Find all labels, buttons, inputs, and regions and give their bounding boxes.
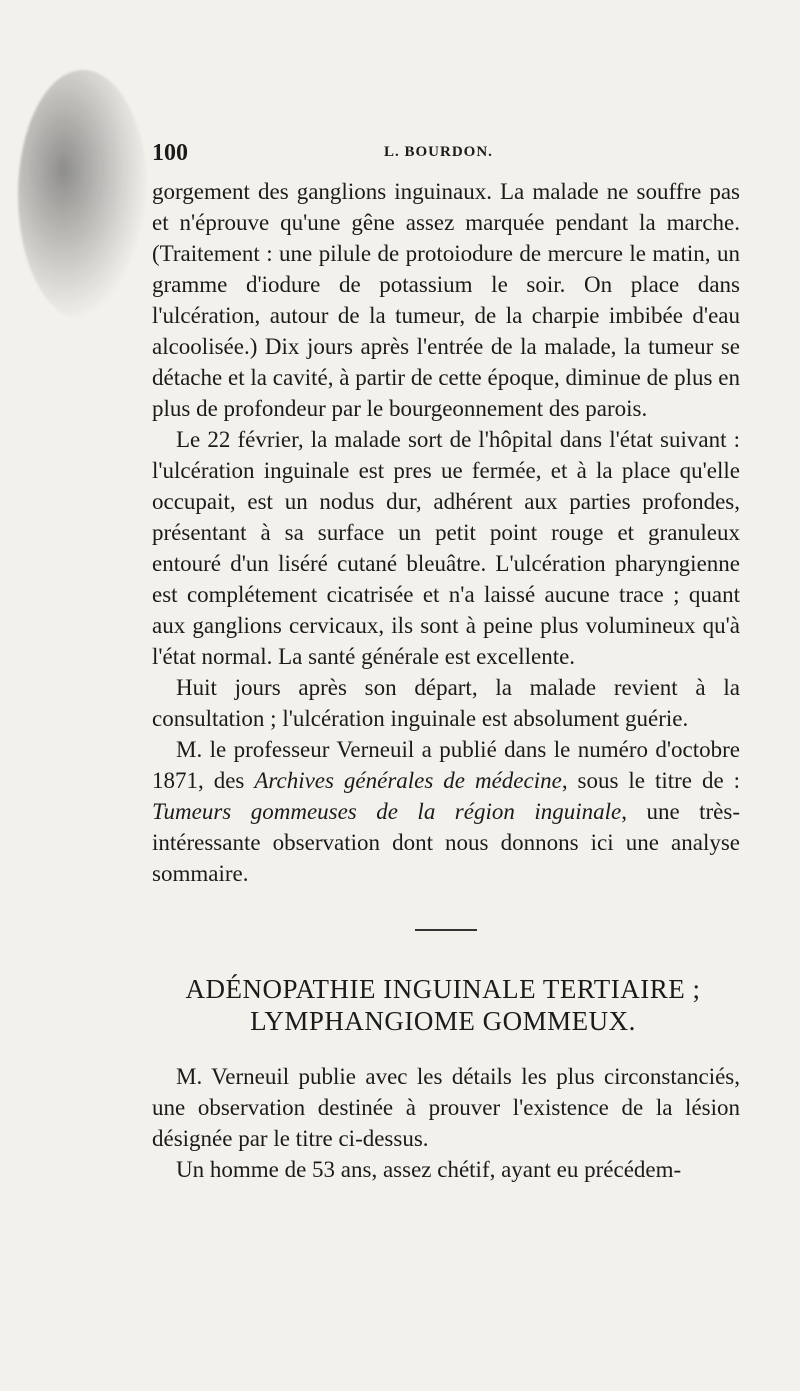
paragraph-discharge: Le 22 février, la malade sort de l'hôpital dans l'état suivant : l'ulcération inguinale est pres ue fermée, et à la place qu'elle occupait, est un nodus dur, adhérent aux parties profondes, présentant à sa surface un petit point rouge et granuleux entouré d'un liséré cutané bleuâtre. L'ulcération pharyngienne est complétement cicatrisée et n'a laissé aucune trace ; quant aux ganglions cervicaux, ils sont à peine plus volumineux qu'à l'état normal. La santé générale est excellente.: [152, 427, 740, 669]
paragraph-case-start: Un homme de 53 ans, assez chétif, ayant eu précédem-: [176, 1157, 682, 1182]
paragraph-continuation: gorgement des ganglions inguinaux. La malade ne souffre pas et n'éprouve qu'une gêne assez marquée pendant la marche. (Traitement : une pilule de protoiodure de mercure le matin, un gramme d'iodure de potassium le soir. On place dans l'ulcération, autour de la tumeur, de la charpie imbibée d'eau alcoolisée.) Dix jours après l'entrée de la malade, la tumeur se détache et la cavité, à partir de cette époque, diminue de plus en plus de profondeur par le bourgeonnement des parois.: [152, 179, 740, 421]
paragraph-followup: Huit jours après son départ, la malade revient à la consultation ; l'ulcération inguinale est absolument guérie.: [152, 675, 740, 731]
citation-text-c: , une très-intéressante observation dont nous donnons ici une analyse sommaire.: [152, 799, 741, 886]
section-divider: [415, 929, 477, 931]
page-number: 100: [152, 140, 188, 166]
body-text: [152, 176, 740, 1185]
article-title: Tumeurs gommeuses de la région inguinale: [152, 799, 622, 824]
paragraph-verneuil-citation: [152, 734, 740, 889]
running-title: L. BOURDON.: [384, 144, 493, 160]
paragraph-observation-intro: M. Verneuil publie avec les détails les plus circonstanciés, une observation destinée à prouver l'existence de la lésion désignée par le titre ci-dessus.: [152, 1064, 740, 1151]
section-heading: ADÉNOPATHIE INGUINALE TERTIAIRE ; LYMPHANGIOME GOMMEUX.: [185, 974, 701, 1036]
citation-text-b: , sous le titre de :: [561, 768, 741, 793]
citation-text-a: M. le professeur Verneuil a publié dans le numéro d'octobre 1871, des: [152, 737, 740, 793]
journal-title: Archives générales de médecine: [254, 768, 562, 793]
book-page: [152, 140, 740, 1185]
running-head: [152, 140, 740, 176]
library-stamp: [18, 70, 148, 320]
